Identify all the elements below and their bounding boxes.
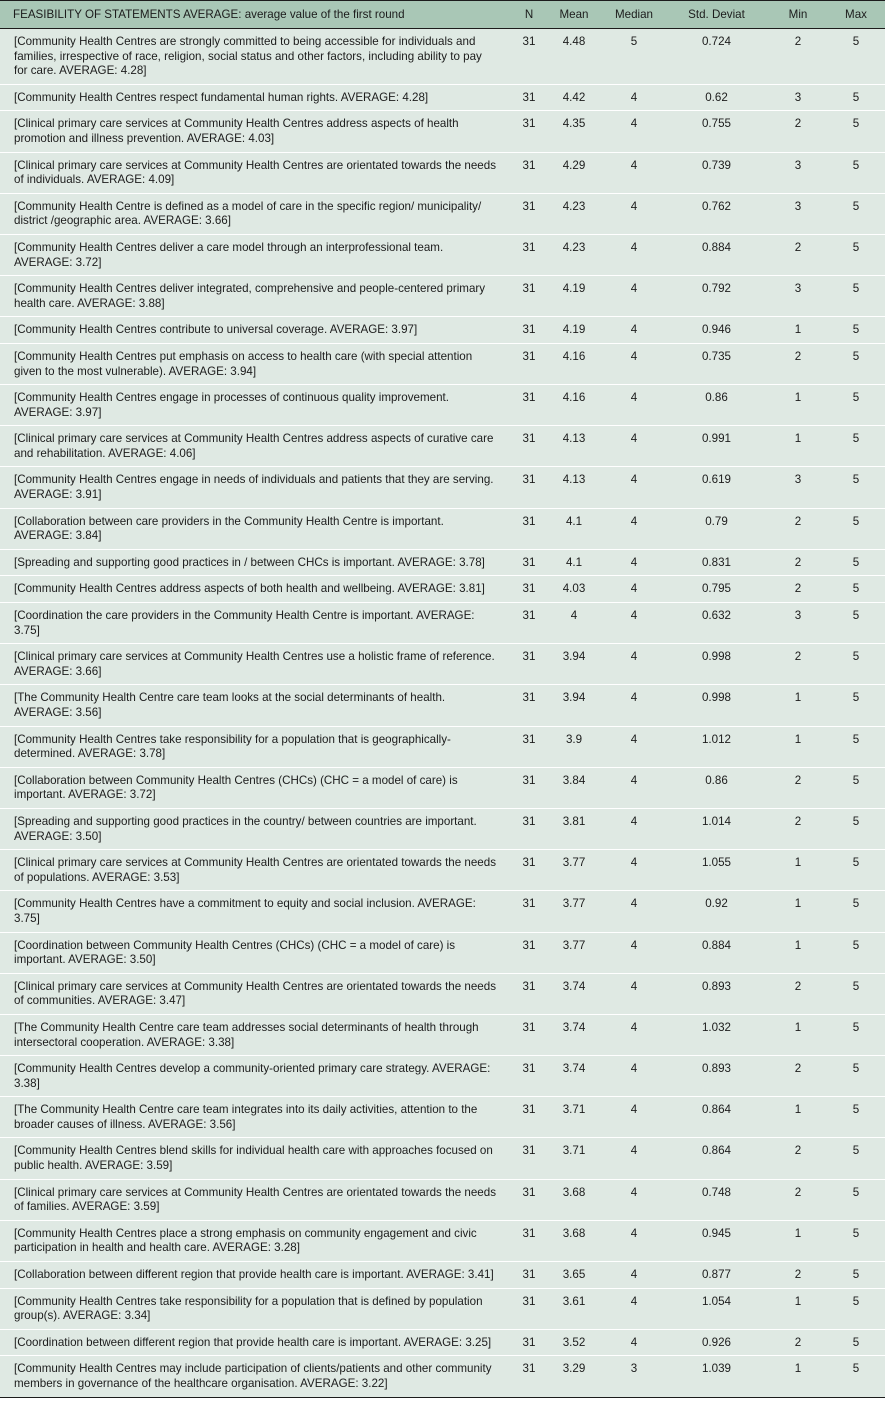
statement-cell: [Community Health Centres place a strong emphasis on community engagement and civic participation in health and health care. AVERAGE: 3.28] [0, 1220, 514, 1261]
min-cell: 2 [769, 808, 827, 849]
table-row [0, 576, 885, 603]
max-cell: 5 [827, 193, 885, 234]
mean-cell: 3.52 [544, 1329, 604, 1356]
median-cell: 4 [604, 1179, 664, 1220]
median-cell: 4 [604, 1262, 664, 1289]
mean-cell: 4.29 [544, 152, 604, 193]
median-cell: 4 [604, 973, 664, 1014]
std-deviation-cell: 1.055 [664, 850, 769, 891]
median-cell: 4 [604, 1138, 664, 1179]
median-cell: 4 [604, 685, 664, 726]
table-row [0, 234, 885, 275]
min-cell: 3 [769, 152, 827, 193]
median-cell: 4 [604, 234, 664, 275]
column-header-max: Max [845, 7, 867, 21]
mean-cell: 3.65 [544, 1262, 604, 1289]
std-deviation-cell: 0.893 [664, 1056, 769, 1097]
mean-cell: 3.74 [544, 1014, 604, 1055]
statement-cell: [Clinical primary care services at Community Health Centres are orientated towards the needs of families. AVERAGE: 3.59] [0, 1179, 514, 1220]
table-row [0, 1220, 885, 1261]
median-cell: 3 [604, 1356, 664, 1397]
mean-cell: 4.19 [544, 317, 604, 344]
min-cell: 1 [769, 932, 827, 973]
statement-cell: [Coordination between Community Health Centres (CHCs) (CHC = a model of care) is important. AVERAGE: 3.50] [0, 932, 514, 973]
statement-cell: [Community Health Centres put emphasis on access to health care (with special attention given to the most vulnerable). AVERAGE: 3.94] [0, 343, 514, 384]
min-cell: 2 [769, 1138, 827, 1179]
max-cell: 5 [827, 1288, 885, 1329]
n-cell: 31 [514, 467, 544, 508]
std-deviation-cell: 0.884 [664, 234, 769, 275]
std-deviation-cell: 0.619 [664, 467, 769, 508]
std-deviation-cell: 0.92 [664, 891, 769, 932]
max-cell: 5 [827, 1014, 885, 1055]
n-cell: 31 [514, 603, 544, 644]
min-cell: 2 [769, 1262, 827, 1289]
table-row [0, 973, 885, 1014]
column-header-median: Median [614, 7, 654, 21]
n-cell: 31 [514, 549, 544, 576]
n-cell: 31 [514, 111, 544, 152]
n-cell: 31 [514, 234, 544, 275]
max-cell: 5 [827, 1356, 885, 1397]
min-cell: 1 [769, 1097, 827, 1138]
table-header [0, 1, 885, 29]
n-cell: 31 [514, 808, 544, 849]
median-cell: 4 [604, 850, 664, 891]
std-deviation-cell: 0.864 [664, 1138, 769, 1179]
std-deviation-cell: 0.926 [664, 1329, 769, 1356]
mean-cell: 3.94 [544, 685, 604, 726]
min-cell: 2 [769, 549, 827, 576]
std-deviation-cell: 0.991 [664, 426, 769, 467]
min-cell: 1 [769, 891, 827, 932]
mean-cell: 4.1 [544, 508, 604, 549]
statement-cell: [Community Health Centres take responsibility for a population that is geographically-determined. AVERAGE: 3.78] [0, 726, 514, 767]
table-row [0, 111, 885, 152]
std-deviation-cell: 0.998 [664, 644, 769, 685]
n-cell: 31 [514, 767, 544, 808]
statement-cell: [Clinical primary care services at Community Health Centres use a holistic frame of reference. AVERAGE: 3.66] [0, 644, 514, 685]
mean-cell: 4.35 [544, 111, 604, 152]
std-deviation-cell: 1.054 [664, 1288, 769, 1329]
std-deviation-cell: 0.86 [664, 767, 769, 808]
statement-cell: [Clinical primary care services at Community Health Centres are orientated towards the needs of communities. AVERAGE: 3.47] [0, 973, 514, 1014]
min-cell: 2 [769, 767, 827, 808]
median-cell: 4 [604, 426, 664, 467]
mean-cell: 4.13 [544, 467, 604, 508]
median-cell: 4 [604, 549, 664, 576]
table-body [0, 29, 885, 1398]
max-cell: 5 [827, 1056, 885, 1097]
max-cell: 5 [827, 808, 885, 849]
table-row [0, 467, 885, 508]
n-cell: 31 [514, 508, 544, 549]
std-deviation-cell: 0.739 [664, 152, 769, 193]
median-cell: 4 [604, 891, 664, 932]
std-deviation-cell: 1.014 [664, 808, 769, 849]
max-cell: 5 [827, 549, 885, 576]
table-row [0, 644, 885, 685]
n-cell: 31 [514, 973, 544, 1014]
mean-cell: 4.1 [544, 549, 604, 576]
min-cell: 3 [769, 276, 827, 317]
max-cell: 5 [827, 1179, 885, 1220]
min-cell: 3 [769, 467, 827, 508]
std-deviation-cell: 0.724 [664, 29, 769, 85]
n-cell: 31 [514, 576, 544, 603]
min-cell: 2 [769, 234, 827, 275]
table-row [0, 808, 885, 849]
statement-cell: [Community Health Centres are strongly committed to being accessible for individuals and families, irrespective of race, religion, social status and other factors, including ability to pay for care. AVERAGE: 4.28] [0, 29, 514, 85]
std-deviation-cell: 0.632 [664, 603, 769, 644]
n-cell: 31 [514, 84, 544, 111]
mean-cell: 3.74 [544, 973, 604, 1014]
mean-cell: 3.77 [544, 932, 604, 973]
mean-cell: 3.29 [544, 1356, 604, 1397]
median-cell: 4 [604, 343, 664, 384]
max-cell: 5 [827, 467, 885, 508]
table-row [0, 850, 885, 891]
std-deviation-cell: 0.946 [664, 317, 769, 344]
std-deviation-cell: 0.748 [664, 1179, 769, 1220]
statement-cell: [Collaboration between care providers in the Community Health Centre is important. AVERAGE: 3.84] [0, 508, 514, 549]
n-cell: 31 [514, 193, 544, 234]
n-cell: 31 [514, 385, 544, 426]
n-cell: 31 [514, 426, 544, 467]
median-cell: 4 [604, 644, 664, 685]
min-cell: 1 [769, 317, 827, 344]
min-cell: 1 [769, 1288, 827, 1329]
n-cell: 31 [514, 343, 544, 384]
min-cell: 2 [769, 576, 827, 603]
table-row [0, 1056, 885, 1097]
median-cell: 5 [604, 29, 664, 85]
min-cell: 2 [769, 973, 827, 1014]
statement-cell: [Community Health Centres take responsibility for a population that is defined by population group(s). AVERAGE: 3.34] [0, 1288, 514, 1329]
n-cell: 31 [514, 1220, 544, 1261]
table-row [0, 84, 885, 111]
column-header-statement: FEASIBILITY OF STATEMENTS AVERAGE: average value of the first round [13, 7, 405, 21]
mean-cell: 3.81 [544, 808, 604, 849]
median-cell: 4 [604, 932, 664, 973]
max-cell: 5 [827, 385, 885, 426]
std-deviation-cell: 0.792 [664, 276, 769, 317]
n-cell: 31 [514, 152, 544, 193]
n-cell: 31 [514, 276, 544, 317]
median-cell: 4 [604, 385, 664, 426]
table-row [0, 549, 885, 576]
min-cell: 2 [769, 1329, 827, 1356]
median-cell: 4 [604, 1329, 664, 1356]
max-cell: 5 [827, 508, 885, 549]
n-cell: 31 [514, 1097, 544, 1138]
max-cell: 5 [827, 932, 885, 973]
mean-cell: 3.74 [544, 1056, 604, 1097]
mean-cell: 4 [544, 603, 604, 644]
statement-cell: [Community Health Centres may include participation of clients/patients and other community members in governance of the healthcare organisation. AVERAGE: 3.22] [0, 1356, 514, 1397]
table-row [0, 1329, 885, 1356]
std-deviation-cell: 0.893 [664, 973, 769, 1014]
min-cell: 1 [769, 1356, 827, 1397]
mean-cell: 4.42 [544, 84, 604, 111]
table-row [0, 1138, 885, 1179]
max-cell: 5 [827, 576, 885, 603]
max-cell: 5 [827, 152, 885, 193]
min-cell: 2 [769, 1179, 827, 1220]
statement-cell: [Community Health Centres engage in needs of individuals and patients that they are serving. AVERAGE: 3.91] [0, 467, 514, 508]
max-cell: 5 [827, 84, 885, 111]
statement-cell: [Coordination between different region that provide health care is important. AVERAGE: 3.25] [0, 1329, 514, 1356]
max-cell: 5 [827, 343, 885, 384]
statement-cell: [Clinical primary care services at Community Health Centres address aspects of curative care and rehabilitation. AVERAGE: 4.06] [0, 426, 514, 467]
std-deviation-cell: 0.86 [664, 385, 769, 426]
statement-cell: [Community Health Centre is defined as a model of care in the specific region/ municipality/ district /geographic area. AVERAGE: 3.66] [0, 193, 514, 234]
mean-cell: 4.16 [544, 343, 604, 384]
median-cell: 4 [604, 152, 664, 193]
max-cell: 5 [827, 1329, 885, 1356]
median-cell: 4 [604, 111, 664, 152]
table-row [0, 1097, 885, 1138]
table-row [0, 385, 885, 426]
std-deviation-cell: 1.039 [664, 1356, 769, 1397]
min-cell: 1 [769, 385, 827, 426]
statement-cell: [Clinical primary care services at Community Health Centres address aspects of health promotion and illness prevention. AVERAGE: 4.03] [0, 111, 514, 152]
max-cell: 5 [827, 973, 885, 1014]
table-row [0, 726, 885, 767]
table-row [0, 508, 885, 549]
column-header-min: Min [788, 7, 808, 21]
min-cell: 1 [769, 726, 827, 767]
column-header-std-deviation: Std. Deviat [688, 7, 745, 21]
table-row [0, 152, 885, 193]
n-cell: 31 [514, 891, 544, 932]
max-cell: 5 [827, 726, 885, 767]
min-cell: 1 [769, 850, 827, 891]
n-cell: 31 [514, 317, 544, 344]
table-row [0, 767, 885, 808]
n-cell: 31 [514, 644, 544, 685]
median-cell: 4 [604, 508, 664, 549]
mean-cell: 3.77 [544, 850, 604, 891]
statement-cell: [Coordination the care providers in the Community Health Centre is important. AVERAGE: 3.75] [0, 603, 514, 644]
statement-cell: [Community Health Centres respect fundamental human rights. AVERAGE: 4.28] [0, 84, 514, 111]
max-cell: 5 [827, 111, 885, 152]
max-cell: 5 [827, 603, 885, 644]
mean-cell: 3.71 [544, 1138, 604, 1179]
mean-cell: 4.13 [544, 426, 604, 467]
statement-cell: [The Community Health Centre care team addresses social determinants of health through intersectoral cooperation. AVERAGE: 3.38] [0, 1014, 514, 1055]
std-deviation-cell: 0.762 [664, 193, 769, 234]
n-cell: 31 [514, 1014, 544, 1055]
mean-cell: 3.94 [544, 644, 604, 685]
table-row [0, 29, 885, 85]
mean-cell: 3.68 [544, 1179, 604, 1220]
header-row [0, 1, 885, 29]
min-cell: 1 [769, 426, 827, 467]
statement-cell: [Community Health Centres engage in processes of continuous quality improvement. AVERAGE: 3.97] [0, 385, 514, 426]
median-cell: 4 [604, 808, 664, 849]
mean-cell: 3.71 [544, 1097, 604, 1138]
statement-cell: [The Community Health Centre care team integrates into its daily activities, attention to the broader causes of illness. AVERAGE: 3.56] [0, 1097, 514, 1138]
max-cell: 5 [827, 891, 885, 932]
max-cell: 5 [827, 317, 885, 344]
mean-cell: 4.23 [544, 193, 604, 234]
median-cell: 4 [604, 1288, 664, 1329]
table-row [0, 932, 885, 973]
mean-cell: 4.03 [544, 576, 604, 603]
statement-cell: [Collaboration between Community Health Centres (CHCs) (CHC = a model of care) is important. AVERAGE: 3.72] [0, 767, 514, 808]
table-row [0, 1356, 885, 1397]
std-deviation-cell: 0.831 [664, 549, 769, 576]
min-cell: 2 [769, 508, 827, 549]
n-cell: 31 [514, 1056, 544, 1097]
median-cell: 4 [604, 726, 664, 767]
max-cell: 5 [827, 685, 885, 726]
max-cell: 5 [827, 234, 885, 275]
n-cell: 31 [514, 685, 544, 726]
max-cell: 5 [827, 1262, 885, 1289]
mean-cell: 4.16 [544, 385, 604, 426]
min-cell: 2 [769, 343, 827, 384]
table-row [0, 426, 885, 467]
mean-cell: 4.48 [544, 29, 604, 85]
table-row [0, 891, 885, 932]
statement-cell: [Community Health Centres have a commitment to equity and social inclusion. AVERAGE: 3.75] [0, 891, 514, 932]
statement-cell: [Community Health Centres deliver integrated, comprehensive and people-centered primary health care. AVERAGE: 3.88] [0, 276, 514, 317]
std-deviation-cell: 1.012 [664, 726, 769, 767]
mean-cell: 3.9 [544, 726, 604, 767]
table-row [0, 1014, 885, 1055]
table-row [0, 685, 885, 726]
statement-cell: [Community Health Centres deliver a care model through an interprofessional team. AVERAGE: 3.72] [0, 234, 514, 275]
statement-cell: [Clinical primary care services at Community Health Centres are orientated towards the needs of individuals. AVERAGE: 4.09] [0, 152, 514, 193]
n-cell: 31 [514, 726, 544, 767]
statement-cell: [Clinical primary care services at Community Health Centres are orientated towards the needs of populations. AVERAGE: 3.53] [0, 850, 514, 891]
median-cell: 4 [604, 1014, 664, 1055]
table-row [0, 317, 885, 344]
min-cell: 1 [769, 685, 827, 726]
median-cell: 4 [604, 1220, 664, 1261]
max-cell: 5 [827, 276, 885, 317]
n-cell: 31 [514, 932, 544, 973]
table-row [0, 603, 885, 644]
median-cell: 4 [604, 576, 664, 603]
std-deviation-cell: 0.864 [664, 1097, 769, 1138]
mean-cell: 4.23 [544, 234, 604, 275]
min-cell: 1 [769, 1220, 827, 1261]
mean-cell: 3.84 [544, 767, 604, 808]
std-deviation-cell: 0.735 [664, 343, 769, 384]
n-cell: 31 [514, 850, 544, 891]
statement-cell: [Spreading and supporting good practices in the country/ between countries are important. AVERAGE: 3.50] [0, 808, 514, 849]
min-cell: 3 [769, 84, 827, 111]
min-cell: 1 [769, 1014, 827, 1055]
statement-cell: [Community Health Centres develop a community-oriented primary care strategy. AVERAGE: 3.38] [0, 1056, 514, 1097]
n-cell: 31 [514, 1179, 544, 1220]
min-cell: 2 [769, 644, 827, 685]
max-cell: 5 [827, 426, 885, 467]
min-cell: 2 [769, 29, 827, 85]
std-deviation-cell: 0.884 [664, 932, 769, 973]
min-cell: 2 [769, 111, 827, 152]
mean-cell: 4.19 [544, 276, 604, 317]
min-cell: 3 [769, 603, 827, 644]
median-cell: 4 [604, 317, 664, 344]
mean-cell: 3.61 [544, 1288, 604, 1329]
median-cell: 4 [604, 767, 664, 808]
n-cell: 31 [514, 1288, 544, 1329]
table-row [0, 1288, 885, 1329]
statement-cell: [Collaboration between different region that provide health care is important. AVERAGE: 3.41] [0, 1262, 514, 1289]
column-header-n: N [524, 7, 534, 21]
median-cell: 4 [604, 1056, 664, 1097]
std-deviation-cell: 0.877 [664, 1262, 769, 1289]
statement-cell: [Spreading and supporting good practices in / between CHCs is important. AVERAGE: 3.78] [0, 549, 514, 576]
column-header-mean: Mean [559, 7, 589, 21]
table-row [0, 193, 885, 234]
std-deviation-cell: 0.795 [664, 576, 769, 603]
n-cell: 31 [514, 1329, 544, 1356]
max-cell: 5 [827, 1138, 885, 1179]
median-cell: 4 [604, 276, 664, 317]
median-cell: 4 [604, 603, 664, 644]
statement-cell: [The Community Health Centre care team looks at the social determinants of health. AVERAGE: 3.56] [0, 685, 514, 726]
median-cell: 4 [604, 467, 664, 508]
min-cell: 3 [769, 193, 827, 234]
max-cell: 5 [827, 1097, 885, 1138]
statement-cell: [Community Health Centres blend skills for individual health care with approaches focused on public health. AVERAGE: 3.59] [0, 1138, 514, 1179]
table-row [0, 276, 885, 317]
mean-cell: 3.68 [544, 1220, 604, 1261]
std-deviation-cell: 0.79 [664, 508, 769, 549]
std-deviation-cell: 0.62 [664, 84, 769, 111]
statement-cell: [Community Health Centres contribute to universal coverage. AVERAGE: 3.97] [0, 317, 514, 344]
std-deviation-cell: 0.945 [664, 1220, 769, 1261]
max-cell: 5 [827, 850, 885, 891]
std-deviation-cell: 1.032 [664, 1014, 769, 1055]
mean-cell: 3.77 [544, 891, 604, 932]
n-cell: 31 [514, 1262, 544, 1289]
median-cell: 4 [604, 193, 664, 234]
n-cell: 31 [514, 29, 544, 85]
max-cell: 5 [827, 767, 885, 808]
median-cell: 4 [604, 1097, 664, 1138]
table-row [0, 343, 885, 384]
median-cell: 4 [604, 84, 664, 111]
std-deviation-cell: 0.998 [664, 685, 769, 726]
statement-cell: [Community Health Centres address aspects of both health and wellbeing. AVERAGE: 3.81] [0, 576, 514, 603]
n-cell: 31 [514, 1356, 544, 1397]
max-cell: 5 [827, 1220, 885, 1261]
max-cell: 5 [827, 644, 885, 685]
std-deviation-cell: 0.755 [664, 111, 769, 152]
n-cell: 31 [514, 1138, 544, 1179]
min-cell: 2 [769, 1056, 827, 1097]
table-row [0, 1262, 885, 1289]
max-cell: 5 [827, 29, 885, 85]
table-row [0, 1179, 885, 1220]
